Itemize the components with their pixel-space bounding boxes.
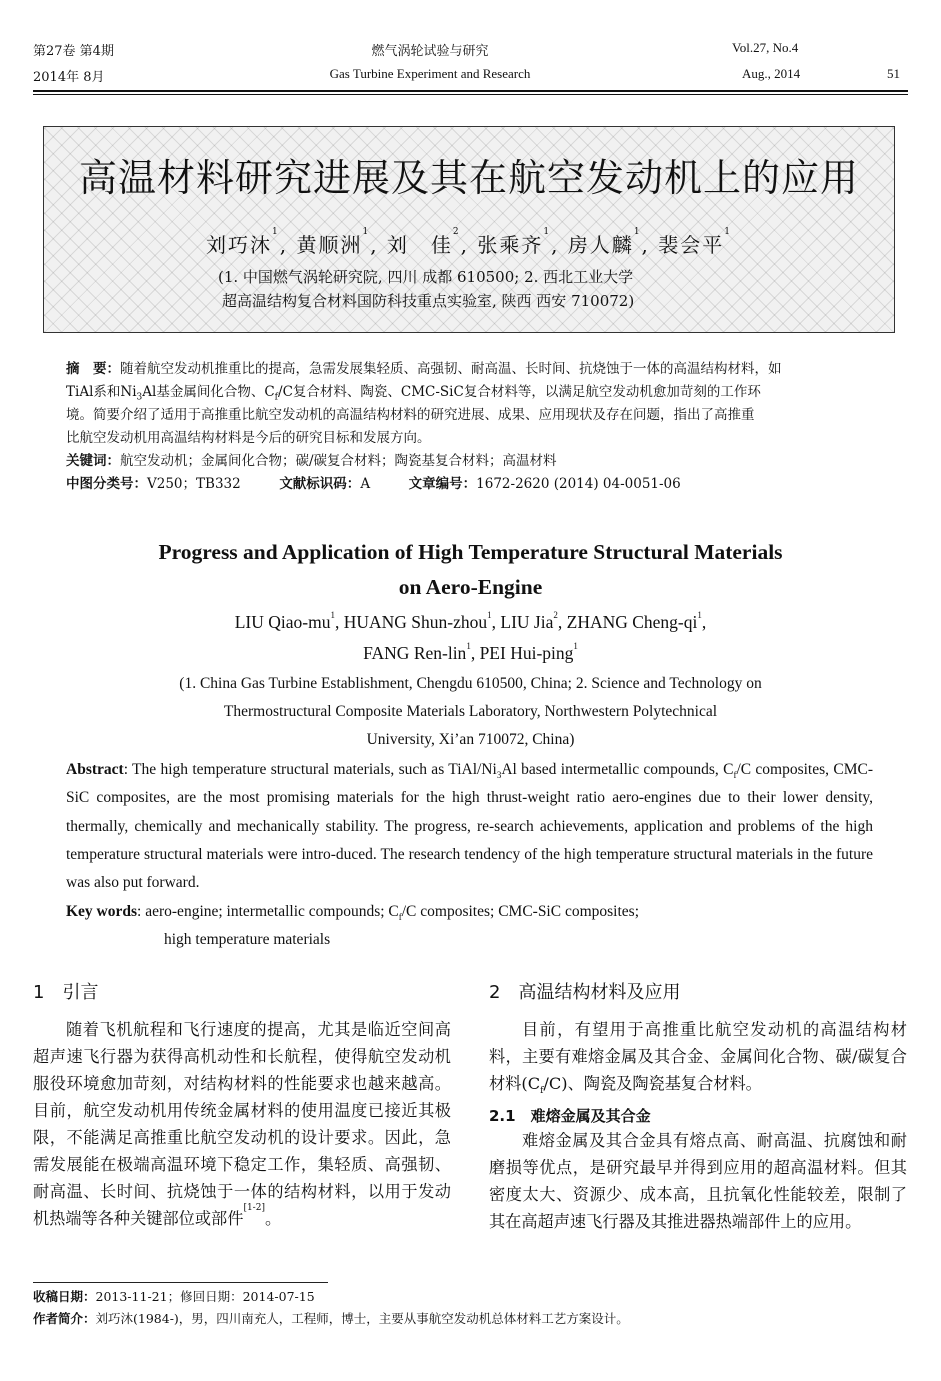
affiliation-cn xyxy=(218,265,634,313)
section1-text: 。 xyxy=(264,1209,282,1228)
affil-sup: 2 xyxy=(452,227,461,237)
section2-paragraph xyxy=(489,1016,907,1097)
subscript: f xyxy=(398,912,402,923)
abstract-cn-text: 境。简要介绍了适用于高推重比航空发动机的高温结构材料的研究进展、成果、应用现状及存在问题，指出了高推重 xyxy=(66,407,755,423)
abstract-cn-text: Al基金属间化合物、C xyxy=(142,384,275,400)
keywords-en-text: : aero-engine; intermetallic compounds; C xyxy=(137,903,399,920)
author-en: FANG Ren-lin xyxy=(363,643,467,663)
abstract-cn-text: 比航空发动机用高温结构材料是今后的研究目标和发展方向。 xyxy=(66,430,431,446)
affil-sup: 1 xyxy=(724,227,732,237)
abstract-en xyxy=(66,756,873,897)
subscript: f xyxy=(540,1086,544,1097)
article-number: 1672-2620 (2014) 04-0051-06 xyxy=(476,476,681,492)
footnote-bio xyxy=(33,1309,629,1327)
clc-label: 中图分类号： xyxy=(66,476,147,492)
keywords-en-text: high temperature materials xyxy=(164,931,331,949)
page-number: 51 xyxy=(887,66,900,81)
abstract-cn-text: TiAl系和Ni xyxy=(66,384,137,400)
volume-issue-en: Vol.27, No.4 xyxy=(732,40,799,55)
subscript: 3 xyxy=(496,770,502,781)
footnote-label: 收稿日期： xyxy=(33,1289,96,1304)
abstract-cn-text: 随着航空发动机推重比的提高，急需发展集轻质、高强韧、耐高温、长时间、抗烧蚀于一体的高温结构材料，如 xyxy=(120,361,782,377)
affil-sup: 1 xyxy=(466,641,471,651)
section2-text: /C)、陶瓷及陶瓷基复合材料。 xyxy=(543,1074,762,1093)
header-rule xyxy=(33,90,908,92)
author-en: LIU Qiao-mu xyxy=(234,612,331,632)
affil-sup: 1 xyxy=(330,610,335,620)
date-en: Aug., 2014 xyxy=(742,66,801,81)
keywords-en-text: /C composites; CMC-SiC composites; xyxy=(401,903,640,920)
footnote-label: 作者简介： xyxy=(33,1311,96,1326)
abstract-en-label: Abstract xyxy=(66,761,124,778)
affil-sup: 1 xyxy=(697,610,702,620)
section1-paragraph xyxy=(33,1016,451,1232)
author-en: ZHANG Cheng-qi xyxy=(566,612,698,632)
affiliation-en-line: University, Xi’an 710072, China) xyxy=(366,731,575,748)
date-cn: 2014年 8月 xyxy=(33,70,105,85)
subscript: 3 xyxy=(136,392,143,403)
affiliation-en-line: Thermostructural Composite Materials Laboratory, Northwestern Polytechnical xyxy=(223,703,718,720)
author-en: HUANG Shun-zhou xyxy=(343,612,488,632)
header-rule-thin xyxy=(33,94,908,95)
doc-code: A xyxy=(360,476,371,492)
affil-sup: 1 xyxy=(362,227,371,237)
volume-issue-cn: 第27卷 第4期 xyxy=(33,44,114,59)
section1-text: 随着飞机航程和飞行速度的提高，尤其是临近空间高超声速飞行器为获得高机动性和长航程，使得航空发动机服役环境愈加苛刻，对结构材料的性能要求也越来越高。目前，航空发动机用传统金属材料的使用温度已接近其极限，不能满足高推重比航空发动机的设计要求。因此，急需发展能在极端高温环境下稳定工作，集轻质、高强韧、耐高温、长时间、抗烧蚀于一体的结构材料，以用于发动机热端等各种关键部位或部件 xyxy=(33,1020,451,1228)
clc-code: V250；TB332 xyxy=(147,476,241,492)
keywords-cn: 航空发动机；金属间化合物；碳/碳复合材料；陶瓷基复合材料；高温材料 xyxy=(120,453,557,469)
author-en: PEI Hui-ping xyxy=(479,643,574,663)
footnote-rule xyxy=(33,1282,328,1283)
affil-sup: 1 xyxy=(272,227,280,237)
journal-name-en: Gas Turbine Experiment and Research xyxy=(329,66,531,81)
section-heading-1: 1 引言 xyxy=(33,982,99,1003)
author-cn: 张乘齐 xyxy=(477,233,544,257)
author-cn: 裴会平 xyxy=(658,233,725,257)
journal-name-cn: 燃气涡轮试验与研究 xyxy=(371,44,489,59)
article-number-label: 文章编号： xyxy=(408,476,477,492)
keywords-en-label: Key words xyxy=(66,903,138,920)
citation: [1-2] xyxy=(243,1203,265,1213)
authors-cn: 刘巧沐$^1$, 黄顺洲$^1$, 刘 佳$^2$, 张乘齐$^1$, 房人麟$^1$, 裴会平$^1$ xyxy=(206,227,732,257)
abstract-en-text: Al based intermetallic compounds, C xyxy=(501,761,734,778)
author-en: LIU Jia xyxy=(500,612,554,632)
section-heading-2: 2 高温结构材料及应用 xyxy=(489,982,681,1003)
affil-sup: 2 xyxy=(553,610,558,620)
affil-sup: 1 xyxy=(573,641,578,651)
section2-text: 目前，有望用于高推重比航空发动机的高温结构材料，主要有难熔金属及其合金、金属间化合物、碳/碳复合材料(C xyxy=(489,1020,907,1093)
affiliation-cn-line: (1. 中国燃气涡轮研究院, 四川 成都 610500; 2. 西北工业大学 xyxy=(218,268,634,286)
affiliation-cn-line: 超高温结构复合材料国防科技重点实验室, 陕西 西安 710072) xyxy=(222,292,635,310)
author-cn: 黄顺洲 xyxy=(296,233,363,257)
footnote-dates xyxy=(33,1287,315,1305)
abstract-en-text: : The high temperature structural materials, such as TiAl/Ni xyxy=(123,761,497,778)
title-en-line2: on Aero-Engine xyxy=(398,575,543,599)
author-cn: 刘巧沐 xyxy=(206,233,272,257)
subscript: f xyxy=(733,770,737,781)
authors-en-line2: FANG Ren-lin$^1$, PEI Hui-ping$^1$ xyxy=(363,641,578,663)
abstract-cn xyxy=(66,358,876,496)
subsection-2-1-paragraph: 难熔金属及其合金具有熔点高、耐高温、抗腐蚀和耐磨损等优点，是研究最早并得到应用的超高温材料。但其密度太大、资源少、成本高，且抗氧化性能较差，限制了其在高超声速飞行器及其推进器热端部件上的应用。 xyxy=(489,1131,907,1231)
title-box xyxy=(43,126,895,333)
keywords-cn-label: 关键词： xyxy=(66,453,120,469)
abstract-cn-label: 摘 要： xyxy=(66,361,120,377)
abstract-en-text: /C composites, CMC-SiC composites, are the most promising materials for the high thrust-weight ratio aero-engines due to their lower density, thermally, chemically and mechanically stability. The progress, re-search achievements, application and problems of the high temperature structural materials were intro-duced. The research tendency of the high temperature structural materials in the future was also put forward. xyxy=(66,761,873,892)
keywords-en xyxy=(66,898,873,955)
classification-line xyxy=(66,473,876,496)
subscript: f xyxy=(274,392,279,403)
affiliation-en-line: (1. China Gas Turbine Establishment, Chengdu 610500, China; 2. Science and Technology on xyxy=(179,675,762,692)
affil-sup: 1 xyxy=(633,227,642,237)
affil-sup: 1 xyxy=(543,227,552,237)
author-cn: 房人麟 xyxy=(567,233,634,257)
subsection-heading-2-1: 2.1 难熔金属及其合金 xyxy=(489,1107,651,1125)
affil-sup: 1 xyxy=(487,610,492,620)
title-en-line1: Progress and Application of High Temperature Structural Materials xyxy=(158,540,783,564)
footnote-text: 刘巧沐(1984-)，男，四川南充人，工程师，博士，主要从事航空发动机总体材料工艺方案设计。 xyxy=(95,1311,629,1326)
authors-en-line1: LIU Qiao-$mu^1$, HUANG Shun-zhou$^1$, LIU Jia$^2$, ZHANG Cheng-$qi^1$, xyxy=(234,610,707,632)
author-cn: 刘 佳 xyxy=(386,233,453,257)
abstract-cn-text: /C复合材料、陶瓷、CMC-SiC复合材料等，以满足航空发动机愈加苛刻的工作环 xyxy=(278,384,761,400)
footnote-text: 2013-11-21；修回日期：2014-07-15 xyxy=(95,1289,315,1304)
title-cn: 高温材料研究进展及其在航空发动机上的应用 xyxy=(78,156,859,200)
doc-code-label: 文献标识码： xyxy=(279,476,361,492)
